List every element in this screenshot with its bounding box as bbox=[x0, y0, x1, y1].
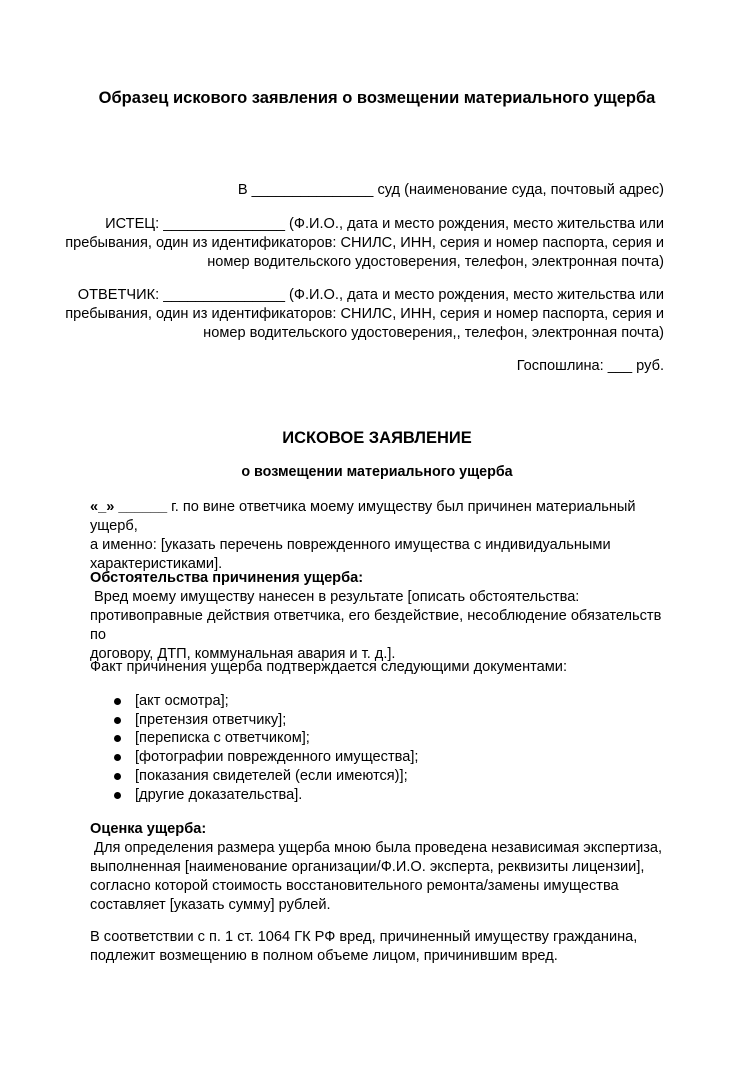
list-item-text: [показания свидетелей (если имеются)]; bbox=[135, 767, 408, 784]
circumstances-line: договору, ДТП, коммунальная авария и т. д.]. bbox=[90, 646, 396, 662]
list-item-text: [фотографии поврежденного имущества]; bbox=[135, 749, 419, 766]
circumstances-section bbox=[90, 569, 670, 664]
plaintiff-line: пребывания, один из идентификаторов: СНИЛС, ИНН, серия и номер паспорта, серия и bbox=[65, 235, 664, 251]
list-item bbox=[90, 729, 670, 748]
defendant-line: пребывания, один из идентификаторов: СНИЛС, ИНН, серия и номер паспорта, серия и bbox=[65, 306, 664, 322]
intro-paragraph bbox=[90, 498, 670, 574]
bullet-icon bbox=[114, 773, 121, 780]
list-item bbox=[90, 711, 670, 730]
intro-line: характеристиками]. bbox=[90, 556, 223, 572]
list-item-text: [другие доказательства]. bbox=[135, 786, 303, 803]
bullet-icon bbox=[114, 717, 121, 724]
assessment-line: выполненная [наименование организации/Ф.И.О. эксперта, реквизиты лицензии], bbox=[90, 859, 645, 875]
intro-line: г. по вине ответчика моему имуществу был причинен материальный ущерб, bbox=[90, 499, 636, 534]
list-item-text: [акт осмотра]; bbox=[135, 693, 229, 709]
list-item bbox=[90, 692, 670, 711]
bullet-icon bbox=[114, 754, 121, 761]
legal-basis-line: В соответствии с п. 1 ст. 1064 ГК РФ вред, причиненный имуществу гражданина, bbox=[90, 929, 638, 945]
assessment-line: согласно которой стоимость восстановительного ремонта/замены имущества bbox=[90, 878, 619, 894]
plaintiff-line: номер водительского удостоверения, телефон, электронная почта) bbox=[207, 254, 664, 270]
circumstances-heading: Обстоятельства причинения ущерба: bbox=[90, 570, 364, 586]
circumstances-line: Вред моему имуществу нанесен в результате [описать обстоятельства: bbox=[90, 589, 580, 605]
legal-basis-line: подлежит возмещению в полном объеме лицом, причинившим вред. bbox=[90, 948, 558, 964]
evidence-intro: Факт причинения ущерба подтверждается следующими документами: bbox=[90, 659, 568, 675]
assessment-line: Для определения размера ущерба мною была проведена независимая экспертиза, bbox=[90, 840, 663, 856]
document-title: Образец искового заявления о возмещении материального ущерба bbox=[98, 89, 656, 107]
bullet-icon bbox=[114, 735, 121, 742]
list-item-text: [переписка с ответчиком]; bbox=[135, 730, 310, 747]
state-fee-line: Госпошлина: ___ руб. bbox=[516, 358, 664, 374]
circumstances-line: противоправные действия ответчика, его бездействие, несоблюдение обязательств по bbox=[90, 608, 662, 643]
assessment-line: составляет [указать сумму] рублей. bbox=[90, 897, 331, 913]
list-item bbox=[90, 786, 670, 805]
defendant-block bbox=[64, 286, 664, 343]
list-item-text: [претензия ответчику]; bbox=[135, 711, 287, 728]
list-item bbox=[90, 748, 670, 767]
date-placeholder: «_» ______ bbox=[90, 499, 168, 515]
evidence-list bbox=[90, 692, 670, 804]
list-item bbox=[90, 767, 670, 786]
plaintiff-line: ИСТЕЦ: _______________ (Ф.И.О., дата и место рождения, место жительства или bbox=[105, 216, 664, 232]
plaintiff-block bbox=[64, 215, 664, 272]
court-line: В _______________ суд (наименование суда, почтовый адрес) bbox=[237, 182, 664, 198]
assessment-heading: Оценка ущерба: bbox=[90, 821, 207, 837]
bullet-icon bbox=[114, 792, 121, 799]
assessment-section bbox=[90, 820, 670, 915]
evidence-list-container bbox=[90, 692, 670, 804]
claim-title: ИСКОВОЕ ЗАЯВЛЕНИЕ bbox=[282, 429, 472, 447]
claim-subtitle: о возмещении материального ущерба bbox=[241, 464, 513, 480]
defendant-line: ОТВЕТЧИК: _______________ (Ф.И.О., дата и место рождения, место жительства или bbox=[77, 287, 664, 303]
defendant-line: номер водительского удостоверения,, телефон, электронная почта) bbox=[203, 325, 664, 341]
bullet-icon bbox=[114, 698, 121, 705]
intro-line: а именно: [указать перечень поврежденного имущества с индивидуальными bbox=[90, 537, 611, 553]
legal-basis-paragraph bbox=[90, 928, 670, 966]
